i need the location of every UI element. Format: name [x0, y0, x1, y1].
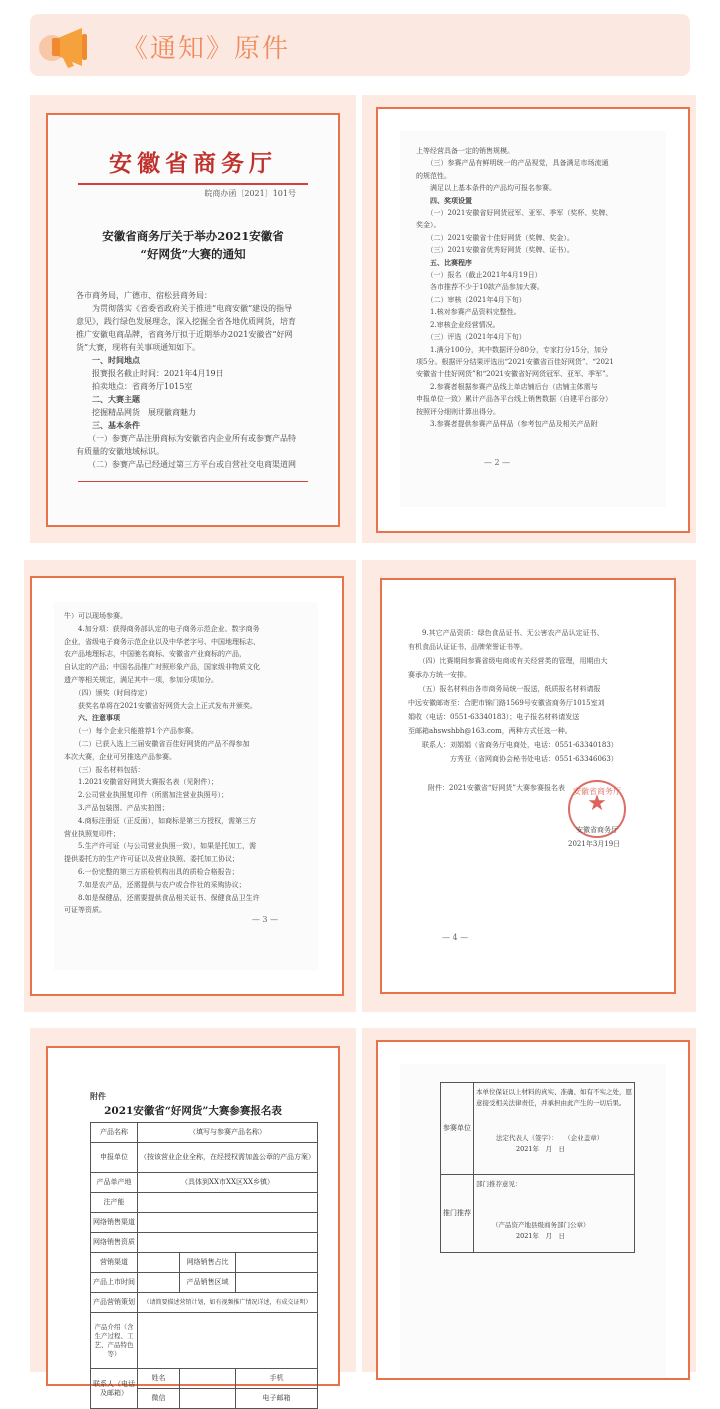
- text-line: 9.其它产品资质：绿色食品证书、无公害农产品认定证书、: [408, 629, 604, 637]
- legal-person-signature: 法定代表人（签字）： （企业盖章）: [496, 1134, 604, 1142]
- section-heading: 四、奖项设置: [416, 195, 472, 205]
- text-line: 至邮箱ahswshbh@163.com，两种方式任选一种。: [408, 727, 572, 735]
- page-title: 《通知》原件: [122, 34, 291, 64]
- notice-body: [64, 610, 314, 917]
- letterhead-divider: [78, 183, 308, 185]
- document-frame: [380, 578, 676, 994]
- attachment-label: 附件: [90, 1091, 106, 1101]
- text-line: 挖掘精品网货 展现徽商魅力: [76, 408, 196, 417]
- form-row: [91, 1143, 318, 1173]
- document-frame: [376, 1040, 690, 1380]
- form-label: 联系人（电话及邮箱）: [91, 1369, 138, 1409]
- form-field[interactable]: （按该营业企业全称，在经授权需加盖公章的产品方案）: [138, 1143, 318, 1173]
- text-line: 联系人：刘娟娟（省商务厅电商处，电话：0551-63340183）: [408, 741, 618, 749]
- form-label: 推门推荐: [441, 1175, 474, 1253]
- text-line: （三）报名材料包括：: [64, 765, 145, 774]
- text-line: 安徽省十佳好网货”和“2021安徽省好网货冠军、亚军、季军”。: [416, 370, 613, 379]
- document-page-3[interactable]: [54, 602, 318, 970]
- document-page-5[interactable]: [50, 1050, 336, 1402]
- text-line: （四）比赛期间参赛省级电商或有关经营类的管理，用期由大: [408, 657, 608, 665]
- text-line: 2.公司营业执照复印件（所需加注营业执照号）；: [64, 791, 229, 800]
- section-heading: 一、时间地点: [76, 355, 140, 365]
- megaphone-icon: [38, 24, 96, 70]
- form-field[interactable]: （填写与参赛产品名称）: [138, 1123, 318, 1143]
- form-label: 产品营销策划: [91, 1293, 138, 1313]
- form-row: [91, 1273, 318, 1293]
- text-line: 满足以上基本条件的产品均可报名参赛。: [416, 184, 556, 193]
- text-line: 提供委托方的生产许可证以及营业执照、委托加工协议；: [64, 855, 239, 864]
- document-page-2[interactable]: [400, 131, 666, 507]
- form-label: 电子邮箱: [236, 1389, 318, 1409]
- text-line: 报赛报名截止时间：2021年4月19日: [76, 369, 224, 378]
- attachment-note: 附件：2021安徽省“好网货”大赛参赛报名表: [428, 784, 565, 792]
- recommend-text: 部门推荐意见：: [476, 1180, 522, 1188]
- document-card-page5: [30, 1028, 356, 1402]
- document-frame: [376, 107, 690, 533]
- form-field[interactable]: [180, 1369, 236, 1389]
- page-number: — 3 —: [251, 915, 278, 924]
- text-line: 本次大赛，企业可另推选产品参赛。: [64, 752, 176, 761]
- section-header: [30, 14, 690, 76]
- text-line: 的规范性。: [416, 171, 451, 180]
- text-line: 按照评分细则计算出得分。: [416, 407, 500, 416]
- document-frame: [30, 576, 344, 996]
- text-line: 3.产品包装图、产品实拍图；: [64, 803, 169, 812]
- stamp-note: （产品资产地县级商务部门公章）: [492, 1221, 590, 1229]
- form-row: [91, 1123, 318, 1143]
- form-label: 网络销售渠道: [91, 1213, 138, 1233]
- form-row: [91, 1293, 318, 1313]
- declaration-line: 本单位保证以上材料的真实、准确、如有不实之处，愿: [476, 1088, 632, 1096]
- text-line: （一）每个企业只能推荐1个产品参赛。: [64, 727, 198, 736]
- form-field[interactable]: [236, 1273, 318, 1293]
- document-frame: [46, 1046, 340, 1402]
- text-line: 1.核对参赛产品资料完整性。: [416, 308, 521, 317]
- section-heading: 三、基本条件: [76, 420, 140, 430]
- form-field[interactable]: （具体到XX市XX区XX乡镇）: [138, 1173, 318, 1193]
- text-line: 遗产等相关规定，满足其中一项，参加分项加分。: [64, 675, 218, 684]
- form-row: [91, 1253, 318, 1273]
- text-line: 3.参赛者提供参赛产品样品（参考包产品及相关产品附: [416, 419, 598, 428]
- text-line: 各市推荐不少于10款产品参加大赛。: [416, 283, 544, 292]
- text-line: （一）参赛产品注册商标为安徽省内企业所有或参赛产品特: [76, 434, 296, 443]
- form-field[interactable]: [138, 1253, 180, 1273]
- document-page-4[interactable]: [386, 584, 670, 988]
- form-row: [91, 1369, 318, 1389]
- text-line: （三）参赛产品有鲜明统一的产品视觉，具备满足市场流通: [416, 159, 609, 168]
- text-line: 8.如是保健品，还需要提供食品相关证书、保健食品卫生许: [64, 893, 260, 902]
- text-line: （一）2021安徽省好网货冠军、亚军、季军（奖杯、奖牌、: [416, 209, 613, 218]
- text-line: 娟收（电话：0551-63340183）；电子报名材料请发送: [408, 713, 580, 721]
- notice-body: [408, 626, 666, 766]
- text-line: 上等经营具备一定的销售规模。: [416, 147, 514, 155]
- form-label: 申报单位: [91, 1143, 138, 1173]
- text-line: 推广安徽电商品牌，省商务厅拟于近期举办2021安徽省“好网: [76, 330, 293, 339]
- form-label: 产品上市时间: [91, 1273, 138, 1293]
- declaration-line: 意接受相关法律责任，并承担由此产生的一切后果。: [476, 1099, 626, 1107]
- text-line: 牛）可以现场参赛。: [64, 612, 127, 620]
- text-line: 2.参赛者根据参赛产品线上单店铺后台（店铺主体需与: [416, 382, 598, 391]
- form-field[interactable]: [138, 1273, 180, 1293]
- form-label: 注产能: [91, 1193, 138, 1213]
- text-line: 可证等资质。: [64, 906, 106, 915]
- text-line: 自认定的产品；中国名品推广对照形象产品，国家级非物质文化: [64, 663, 260, 672]
- text-line: 4.加分项：获得商务部认定的电子商务示范企业、数字商务: [64, 624, 260, 633]
- date-line: 2021年 月 日: [516, 1145, 566, 1153]
- section-heading: 二、大赛主题: [76, 394, 140, 404]
- notice-body: [416, 145, 662, 430]
- text-line: 方秀亚（省网商协会秘书处电话：0551-63346063）: [408, 755, 618, 763]
- letterhead: 安徽省商务厅: [109, 150, 277, 177]
- text-line: 2.审核企业经营情况。: [416, 320, 500, 329]
- form-field[interactable]: [474, 1083, 635, 1175]
- form-field[interactable]: [138, 1233, 318, 1253]
- form-label: 微信: [138, 1389, 180, 1409]
- document-card-page6: [362, 1028, 696, 1372]
- signature-org: 安徽省商务厅: [576, 826, 618, 834]
- text-line: 有质量的安徽地域标识。: [76, 447, 164, 456]
- text-line: 中远安徽邮寄至：合肥市锦门路1569号安徽省商务厅1015室刘: [408, 699, 605, 707]
- form-row: [441, 1175, 635, 1253]
- form-row: [91, 1233, 318, 1253]
- section-heading: 五、比赛程序: [416, 257, 472, 267]
- form-field[interactable]: [138, 1213, 318, 1233]
- form-field[interactable]: [236, 1253, 318, 1273]
- form-label: 产品单产地: [91, 1173, 138, 1193]
- text-line: （二）已获入选上三届安徽省百佳好网货的产品不得参加: [64, 739, 250, 748]
- text-line: 6.一份完整的第三方质检机构出具的质检合格报告；: [64, 867, 239, 876]
- form-field[interactable]: [474, 1175, 635, 1253]
- text-line: 拍卖地点：省商务厅1015室: [76, 382, 193, 391]
- signature-date: 2021年3月19日: [568, 840, 621, 848]
- doc-number: 皖商办函〔2021〕101号: [204, 189, 296, 198]
- form-label: 网络销售占比: [180, 1253, 236, 1273]
- text-line: 项5分。根据评分结果评选出“2021安徽省百佳好网货”、“2021: [416, 357, 614, 366]
- text-line: （三）评选（2021年4月下旬）: [416, 333, 526, 342]
- text-line: 4.商标注册证（正反面），如商标是第三方授权，需第三方: [64, 816, 257, 825]
- form-field[interactable]: （请简要描述营销计划，如有视频推广情况详述，有成交证明）: [138, 1293, 318, 1313]
- form-field[interactable]: [180, 1389, 236, 1409]
- form-field[interactable]: [138, 1193, 318, 1213]
- form-row: [91, 1213, 318, 1233]
- registration-form-continued: [440, 1082, 635, 1253]
- form-row: [91, 1313, 318, 1369]
- text-line: （四）颁奖（时间待定）: [64, 688, 152, 697]
- notice-title-line2: “好网货”大赛的通知: [140, 247, 246, 261]
- seal-text: 安徽省商务厅: [573, 787, 621, 796]
- form-label: 产品销售区域: [180, 1273, 236, 1293]
- text-line: 赛承办方统一安排。: [408, 671, 471, 679]
- form-field[interactable]: [138, 1313, 318, 1369]
- text-line: 为贯彻落实《省委省政府关于推进“电商安徽”建设的指导: [76, 304, 293, 313]
- text-line: （五）报名材料由各市商务局统一报送，纸质报名材料请报: [408, 685, 601, 693]
- star-icon: ★: [587, 791, 607, 816]
- form-title: 2021安徽省“好网货”大赛参赛报名表: [104, 1105, 282, 1117]
- document-card-page3: [24, 560, 356, 1012]
- form-label: 手机: [236, 1369, 318, 1389]
- form-label: 产品介绍（含生产过程、工艺、产品特色等）: [91, 1313, 138, 1369]
- text-line: 营业执照复印件；: [64, 829, 120, 838]
- text-line: （一）报名（截止2021年4月19日）: [416, 271, 542, 280]
- text-line: 1.满分100分，其中数据评分80分，专家打分15分，加分: [416, 345, 608, 354]
- form-label: 姓名: [138, 1369, 180, 1389]
- registration-form: [90, 1122, 318, 1409]
- date-line: 2021年 月 日: [516, 1232, 566, 1240]
- text-line: 货”大赛，现将有关事项通知如下。: [76, 343, 201, 352]
- text-line: 各市商务局，广德市、宿松县商务局：: [76, 291, 212, 300]
- text-line: 农产品地理标志，中国驰名商标、安徽省产业商标的产品，: [64, 650, 246, 659]
- text-line: （二）审核（2021年4月下旬）: [416, 295, 526, 304]
- text-line: 意见》，践行绿色发展理念，深入挖掘全省各地优质网货，培育: [76, 317, 296, 326]
- text-line: 获奖名单将在2021安徽省好网货大会上正式发布并颁奖。: [64, 701, 257, 710]
- document-card-page2: [362, 95, 696, 543]
- text-line: 企业，省级电子商务示范企业以及中华老字号、中国地理标志、: [64, 637, 260, 646]
- form-label: 产品名称: [91, 1123, 138, 1143]
- form-row: [441, 1083, 635, 1175]
- text-line: 1.2021安徽省好网货大赛报名表（见附件）；: [64, 778, 218, 787]
- document-frame: [46, 113, 340, 527]
- text-line: 有机食品认证证书、品牌荣誉证书等。: [408, 643, 527, 651]
- form-row: [91, 1173, 318, 1193]
- section-heading: 六、注意事项: [64, 713, 120, 723]
- text-line: （三）2021安徽省优秀好网货（奖牌、证书）。: [416, 246, 574, 255]
- text-line: 申报单位一致）累计产品各平台线上销售数据（自建平台部分）: [416, 395, 612, 404]
- text-line: （二）参赛产品已经通过第三方平台或自营社交电商渠道网: [76, 460, 296, 469]
- notice-body: [76, 289, 316, 471]
- text-line: 7.如是农产品，还需提供与农户或合作社的采购协议；: [64, 880, 246, 889]
- notice-title-line1: 安徽省商务厅关于举办2021安徽省: [102, 229, 284, 243]
- document-page-1[interactable]: [50, 117, 336, 523]
- form-label: 参赛单位: [441, 1083, 474, 1175]
- text-line: 奖金）。: [416, 221, 441, 230]
- document-page-6[interactable]: [400, 1064, 666, 1378]
- footer-divider: [78, 481, 308, 482]
- document-card-page4: [362, 560, 696, 1012]
- text-line: （二）2021安徽省十佳好网货（奖牌、奖金）。: [416, 233, 574, 242]
- page-number: — 4 —: [442, 933, 469, 942]
- form-label: 营销渠道: [91, 1253, 138, 1273]
- form-row: [91, 1193, 318, 1213]
- document-card-page1: [30, 95, 356, 543]
- text-line: 5.生产许可证（与公司营业执照一致），如果是托加工，需: [64, 842, 257, 851]
- page-number: — 2 —: [484, 458, 511, 467]
- form-label: 网络销售资质: [91, 1233, 138, 1253]
